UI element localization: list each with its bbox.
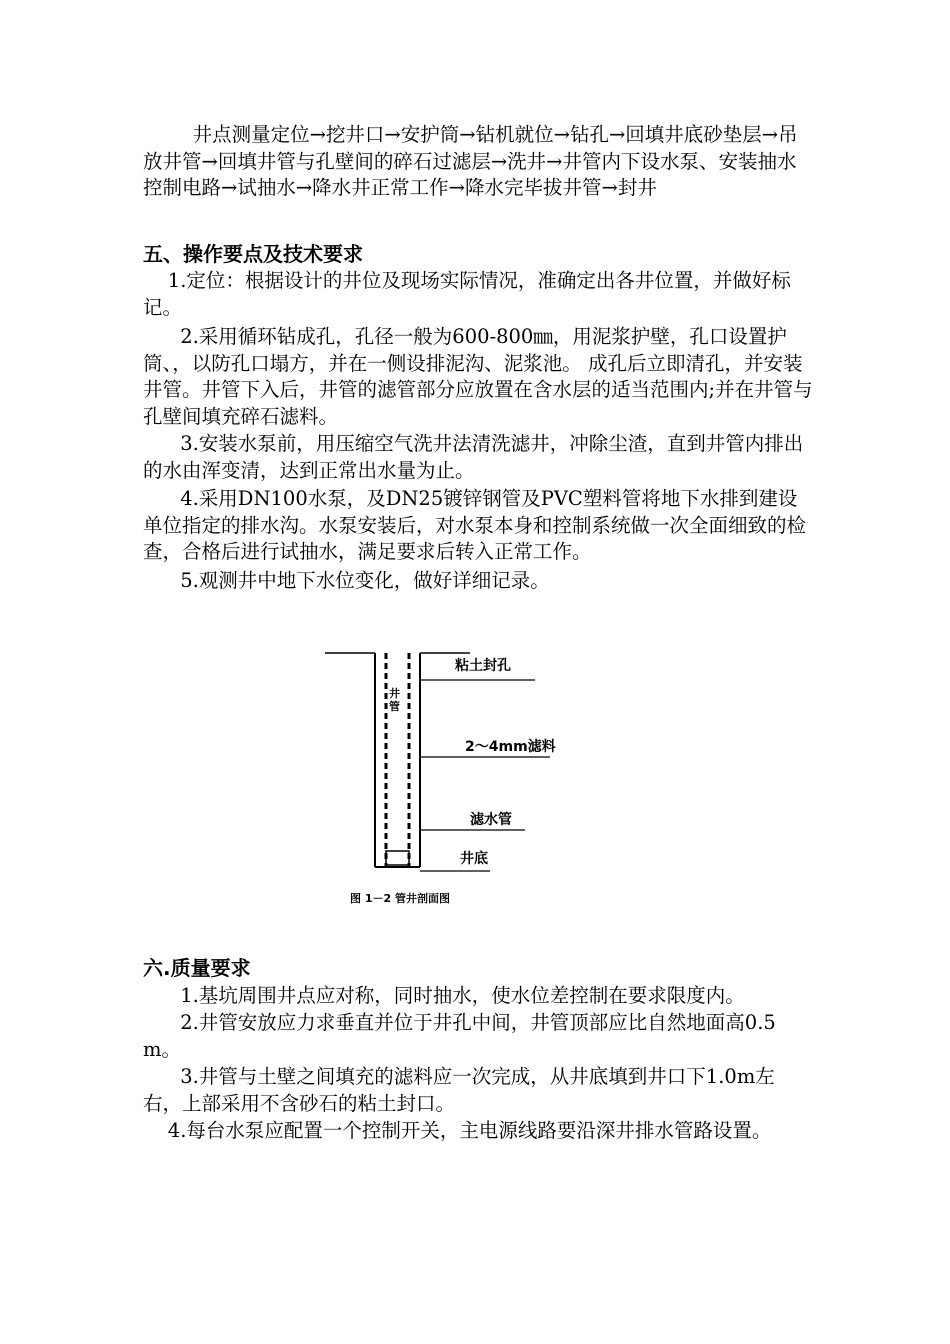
section-5-item-4: 4.采用DN100水泵，及DN25镀锌钢管及PVC塑料管将地下水排到建设单位指定的排水沟。水泵安装后，对水泵本身和控制系统做一次全面细致的检查，合格后进行试抽水，满足要求后转入正常工作。 [143, 487, 807, 563]
label-filter-pipe: 滤水管 [470, 812, 512, 828]
section-6-item-1: 1.基坑周围井点应对称，同时抽水，使水位差控制在要求限度内。 [143, 984, 745, 1007]
section-6-item-3: 3.井管与土壁之间填充的滤料应一次完成，从井底填到井口下1.0m左右，上部采用不含砂石的粘土封口。 [143, 1065, 775, 1115]
section-5-item-3: 3.安装水泵前，用压缩空气洗井法清洗滤井，冲除尘渣，直到井管内排出的水由浑变清，达到正常出水量为止。 [143, 432, 804, 482]
section-5-item-1: 1.定位：根据设计的井位及现场实际情况，准确定出各井位置，并做好标记。 [143, 269, 791, 319]
well-section-drawing [320, 645, 560, 885]
section-5-item-5: 5.观测井中地下水位变化，做好详细记录。 [143, 569, 550, 592]
well-section-figure [320, 645, 560, 915]
label-well-tube: 井管 [389, 687, 400, 713]
section-6-heading: 六.质量要求 [143, 956, 251, 980]
process-flow-paragraph: 井点测量定位→挖井口→安护筒→钻机就位→钻孔→回填井底砂垫层→吊放井管→回填井管与孔壁间的碎石过滤层→洗井→井管内下设水泵、安装抽水控制电路→试抽水→降水井正常工作→降水完毕拔井管→封井 [143, 123, 798, 199]
figure-caption: 图 1－2 管井剖面图 [350, 892, 450, 905]
section-5-heading: 五、操作要点及技术要求 [143, 242, 363, 266]
label-well-bottom: 井底 [460, 851, 488, 867]
section-5-item-2: 2.采用循环钻成孔，孔径一般为600-800㎜，用泥浆护壁，孔口设置护筒、，以防孔口塌方，并在一侧设排泥沟、泥浆池。 成孔后立即清孔，并安装井管。井管下入后，井管的滤管部分应放置在含水层的适当范围内;并在井管与孔壁间填充碎石滤料。 [143, 325, 813, 428]
label-filter-material: 2～4mm滤料 [465, 739, 556, 755]
section-6-item-2: 2.井管安放应力求垂直并位于井孔中间，井管顶部应比自然地面高0.5m。 [143, 1011, 776, 1061]
label-clay-seal: 粘土封孔 [455, 658, 511, 674]
section-6-item-4: 4.每台水泵应配置一个控制开关，主电源线路要沿深井排水管路设置。 [143, 1119, 772, 1142]
